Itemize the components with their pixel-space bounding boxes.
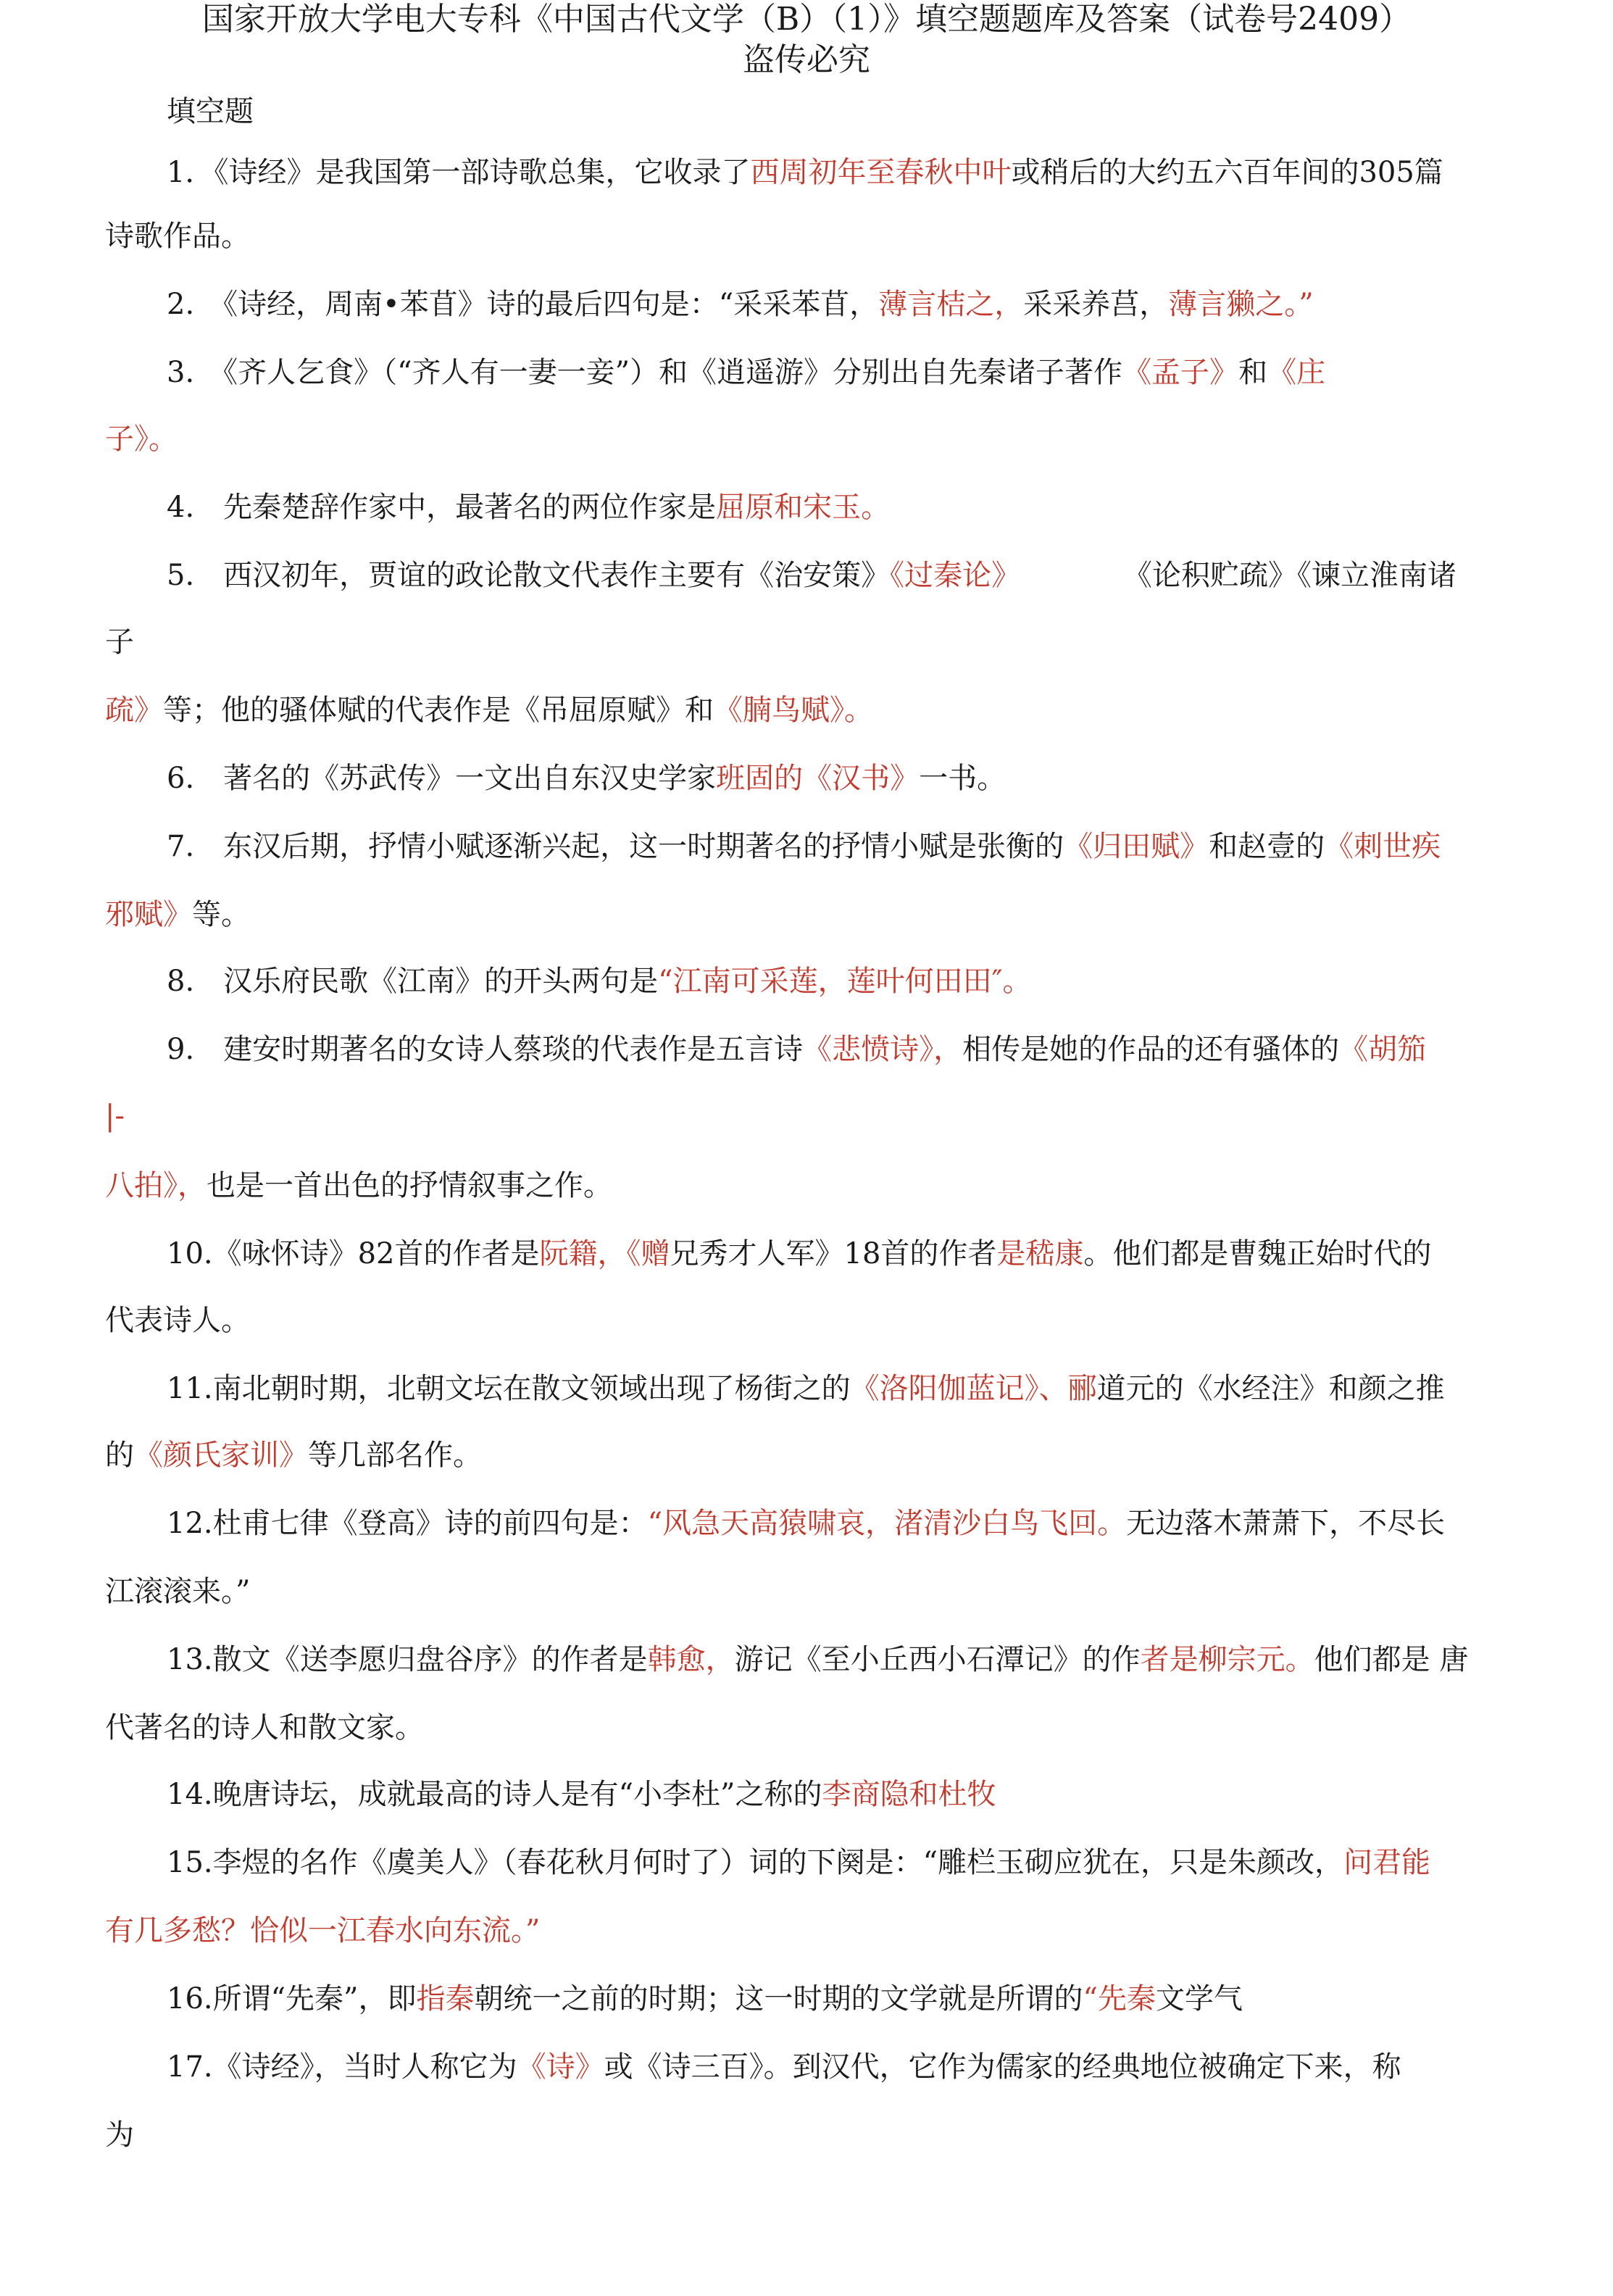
question-10-line-1: 10.《咏怀诗》82首的作者是阮籍，《赠兄秀才人军》18首的作者是嵇康。他们都是曹魏正始时代的 <box>167 1237 1432 1270</box>
question-4: 4. 先秦楚辞作家中，最著名的两位作家是屈原和宋玉。 <box>167 491 891 524</box>
answer-text: 《腩鸟赋》。 <box>714 694 873 727</box>
answer-text: “先秦 <box>1083 1982 1156 2016</box>
question-11-line-1: 11.南北朝时期，北朝文坛在散文领域出现了杨街之的《洛阳伽蓝记》、郦道元的《水经注》和颜之推 <box>167 1372 1445 1405</box>
question-1-line-2: 诗歌作品。 <box>105 220 250 253</box>
question-13-line-1: 13.散文《送李愿归盘谷序》的作者是韩愈，游记《至小丘西小石潭记》的作者是柳宗元。他们都是 唐 <box>167 1643 1469 1676</box>
question-1-line-1: 1．《诗经》是我国第一部诗歌总集，它收录了西周初年至春秋中叶或稍后的大约五六百年间的305篇 <box>167 156 1443 189</box>
question-15-line-2: 有几多愁？恰似一江春水向东流。” <box>105 1914 541 1947</box>
answer-text: 阮籍， <box>539 1237 627 1270</box>
answer-text: 《孟子》 <box>1122 356 1239 389</box>
section-heading: 填空题 <box>167 95 254 128</box>
question-5-line-2: 子 <box>105 625 134 659</box>
answer-text: 八拍》， <box>105 1169 207 1202</box>
answer-text: 指秦 <box>416 1982 475 2016</box>
answer-text: 疏》 <box>105 694 163 727</box>
question-9-line-2: |- <box>105 1099 125 1133</box>
document-title: 国家开放大学电大专科《中国古代文学（B）（1）》填空题题库及答案（试卷号2409） <box>201 1 1412 38</box>
answer-text: 问君能 <box>1343 1846 1431 1879</box>
question-14: 14.晚唐诗坛，成就最高的诗人是有“小李杜”之称的李商隐和杜牧 <box>167 1778 996 1811</box>
question-16: 16.所谓“先秦”，即指秦朝统一之前的时期；这一时期的文学就是所谓的“先秦文学气 <box>167 1982 1243 2016</box>
question-11-line-2: 的《颜氏家训》等几部名作。 <box>105 1439 482 1472</box>
answer-text: 李商隐和杜牧 <box>822 1778 996 1811</box>
question-5-line-1-end: 《论积贮疏》《谏立淮南诸 <box>1123 559 1456 592</box>
answer-text: 《颜氏家训》 <box>134 1439 308 1472</box>
answer-text: 韩愈， <box>647 1643 735 1676</box>
question-10-line-2: 代表诗人。 <box>105 1304 250 1337</box>
document-subtitle: 盗传必究 <box>743 41 870 78</box>
answer-text: 《赠 <box>626 1237 670 1270</box>
question-3-line-1: 3. 《齐人乞食》（“齐人有一妻一妾”）和《逍遥游》分别出自先秦诸子著作《孟子》和《庄 <box>167 356 1326 389</box>
answer-text: 者是柳宗元。 <box>1140 1643 1314 1676</box>
answer-text: 班固的《汉书》 <box>716 762 920 795</box>
question-17-line-1: 17.《诗经》，当时人称它为《诗》或《诗三百》。到汉代，它作为儒家的经典地位被确定下来，称 <box>167 2050 1401 2084</box>
answer-text: 《过秦论》 <box>890 559 1021 592</box>
question-12-line-2: 江滚滚来。” <box>105 1575 251 1608</box>
question-8: 8. 汉乐府民歌《江南》的开头两句是“江南可采莲，莲叶何田田″。 <box>167 965 1032 998</box>
answer-text: 《诗》 <box>517 2050 604 2084</box>
question-17-line-2: 为 <box>105 2118 134 2152</box>
question-5-line-3: 疏》等；他的骚体赋的代表作是《吊屈原赋》和《腩鸟赋》。 <box>105 694 873 727</box>
question-5-line-1: 5. 西汉初年，贾谊的政论散文代表作主要有《治安策》《过秦论》 <box>167 559 1021 592</box>
answer-text: 《胡笳 <box>1339 1033 1427 1066</box>
answer-text: “风急天高猿啸哀，渚清沙白鸟飞回。 <box>647 1507 1127 1540</box>
question-15-line-1: 15.李煜的名作《虞美人》（春花秋月何时了）词的下阕是：“雕栏玉砌应犹在，只是朱颜改，问君能 <box>167 1846 1431 1879</box>
question-2: 2. 《诗经，周南•苯苜》诗的最后四句是：“采采苯苜，薄言桔之，采采养莒，薄言獭之。” <box>167 288 1314 321</box>
answer-text: 《洛阳伽蓝记》、郦 <box>850 1372 1097 1405</box>
answer-text: 是嵇康 <box>996 1237 1084 1270</box>
question-12-line-1: 12.杜甫七律《登高》诗的前四句是：“风急天高猿啸哀，渚清沙白鸟飞回。无边落木萧萧下，不尽长 <box>167 1507 1446 1540</box>
question-9-line-1: 9. 建安时期著名的女诗人蔡琰的代表作是五言诗《悲愤诗》，相传是她的作品的还有骚体的《胡笳 <box>167 1033 1427 1066</box>
answer-text: 《悲愤诗》， <box>803 1033 963 1066</box>
question-7-line-1: 7. 东汉后期，抒情小赋逐渐兴起，这一时期著名的抒情小赋是张衡的《归田赋》和赵壹的《刺世疾 <box>167 830 1441 863</box>
answer-text: 《归田赋》 <box>1064 830 1209 863</box>
question-9-line-3: 八拍》，也是一首出色的抒情叙事之作。 <box>105 1169 612 1202</box>
answer-text: 西周初年至春秋中叶 <box>750 156 1012 189</box>
answer-text: 薄言獭之。” <box>1168 288 1314 321</box>
question-13-line-2: 代著名的诗人和散文家。 <box>105 1711 424 1744</box>
question-6: 6. 著名的《苏武传》一文出自东汉史学家班固的《汉书》一书。 <box>167 762 1006 795</box>
question-3-line-2: 子》。 <box>105 423 178 456</box>
answer-text: 屈原和宋玉。 <box>716 491 891 524</box>
answer-text: 邪赋》 <box>105 898 192 931</box>
answer-text: “江南可采莲，莲叶何田田″。 <box>658 965 1032 998</box>
answer-text: 薄言桔之， <box>878 288 1024 321</box>
answer-text: 《庄 <box>1267 356 1326 389</box>
answer-text: 《刺世疾 <box>1325 830 1441 863</box>
question-7-line-2: 邪赋》等。 <box>105 898 250 931</box>
